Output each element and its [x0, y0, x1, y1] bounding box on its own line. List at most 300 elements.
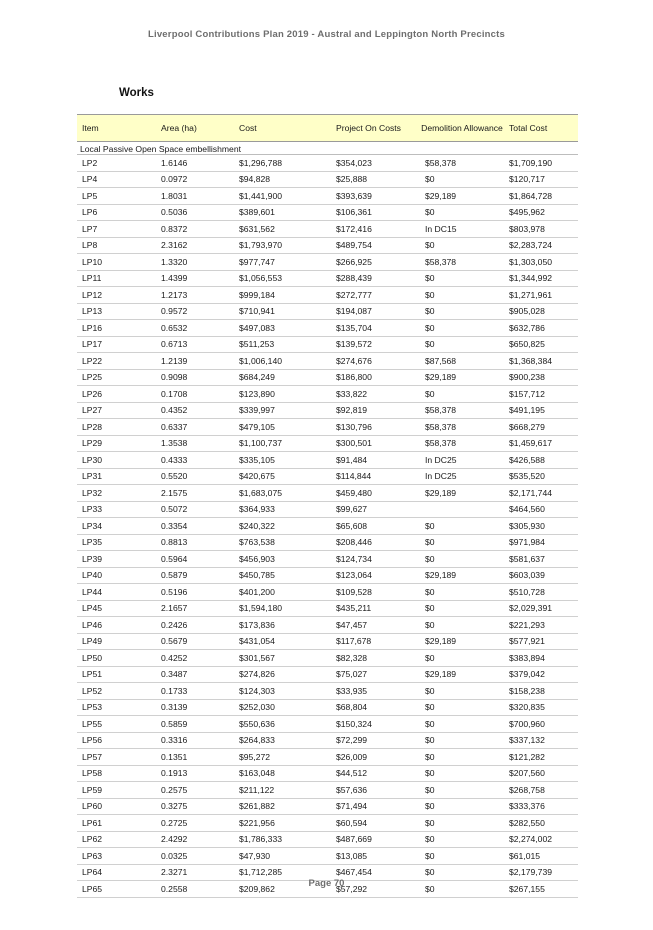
table-row	[77, 386, 578, 403]
area-cell: 2.4292	[156, 831, 234, 848]
total-cost-cell: $379,042	[504, 666, 578, 683]
page-number: Page 70	[308, 878, 345, 889]
item-cell: LP59	[77, 782, 156, 799]
cost-cell: $479,105	[234, 419, 331, 436]
project-on-costs-cell: $13,085	[331, 848, 420, 865]
demolition-allowance-cell: In DC15	[420, 221, 504, 238]
cost-cell: $450,785	[234, 567, 331, 584]
item-cell: LP16	[77, 320, 156, 337]
project-on-costs-cell: $57,636	[331, 782, 420, 799]
item-cell: LP35	[77, 534, 156, 551]
demolition-allowance-cell: $58,378	[420, 419, 504, 436]
item-cell: LP6	[77, 204, 156, 221]
demolition-allowance-cell: $87,568	[420, 353, 504, 370]
cost-cell: $710,941	[234, 303, 331, 320]
demolition-allowance-cell: $0	[420, 881, 504, 898]
cost-cell: $631,562	[234, 221, 331, 238]
item-cell: LP40	[77, 567, 156, 584]
item-cell: LP26	[77, 386, 156, 403]
table-row	[77, 501, 578, 518]
demolition-allowance-cell: $0	[420, 716, 504, 733]
cost-cell: $389,601	[234, 204, 331, 221]
demolition-allowance-cell: $0	[420, 171, 504, 188]
demolition-allowance-cell: $58,378	[420, 435, 504, 452]
item-cell: LP58	[77, 765, 156, 782]
total-cost-cell: $581,637	[504, 551, 578, 568]
area-cell: 2.1575	[156, 485, 234, 502]
demolition-allowance-cell	[420, 501, 504, 518]
area-cell: 0.5879	[156, 567, 234, 584]
cost-cell: $1,441,900	[234, 188, 331, 205]
cost-cell: $1,100,737	[234, 435, 331, 452]
table-row	[77, 798, 578, 815]
total-cost-cell: $700,960	[504, 716, 578, 733]
total-cost-cell: $158,238	[504, 683, 578, 700]
demolition-allowance-cell: $0	[420, 270, 504, 287]
demolition-allowance-cell: $0	[420, 732, 504, 749]
cost-cell: $209,862	[234, 881, 331, 898]
demolition-allowance-cell: $0	[420, 287, 504, 304]
total-cost-cell: $464,560	[504, 501, 578, 518]
table-row	[77, 518, 578, 535]
demolition-allowance-cell: $29,189	[420, 666, 504, 683]
table-row	[77, 221, 578, 238]
cost-cell: $364,933	[234, 501, 331, 518]
total-cost-cell: $337,132	[504, 732, 578, 749]
area-cell: 0.1708	[156, 386, 234, 403]
area-cell: 0.3275	[156, 798, 234, 815]
item-cell: LP51	[77, 666, 156, 683]
cost-cell: $1,786,333	[234, 831, 331, 848]
demolition-allowance-cell: $0	[420, 320, 504, 337]
demolition-allowance-cell: $0	[420, 782, 504, 799]
project-on-costs-cell: $109,528	[331, 584, 420, 601]
demolition-allowance-cell: $0	[420, 386, 504, 403]
area-cell: 1.3320	[156, 254, 234, 271]
project-on-costs-cell: $92,819	[331, 402, 420, 419]
area-cell: 0.1913	[156, 765, 234, 782]
demolition-allowance-cell: $0	[420, 650, 504, 667]
cost-cell: $252,030	[234, 699, 331, 716]
project-on-costs-cell: $91,484	[331, 452, 420, 469]
cost-cell: $763,538	[234, 534, 331, 551]
table-row	[77, 633, 578, 650]
table-row	[77, 254, 578, 271]
item-cell: LP31	[77, 468, 156, 485]
total-cost-cell: $268,758	[504, 782, 578, 799]
table-row	[77, 303, 578, 320]
project-on-costs-cell: $135,704	[331, 320, 420, 337]
table-row	[77, 320, 578, 337]
cost-cell: $339,997	[234, 402, 331, 419]
item-cell: LP4	[77, 171, 156, 188]
total-cost-cell: $1,271,961	[504, 287, 578, 304]
total-cost-cell: $121,282	[504, 749, 578, 766]
project-on-costs-cell: $139,572	[331, 336, 420, 353]
table-row	[77, 551, 578, 568]
item-cell: LP62	[77, 831, 156, 848]
total-cost-cell: $1,303,050	[504, 254, 578, 271]
table-row	[77, 848, 578, 865]
total-cost-cell: $267,155	[504, 881, 578, 898]
demolition-allowance-cell: $58,378	[420, 402, 504, 419]
table-row	[77, 765, 578, 782]
table-row	[77, 468, 578, 485]
area-cell: 0.0325	[156, 848, 234, 865]
table-row	[77, 452, 578, 469]
cost-cell: $123,890	[234, 386, 331, 403]
project-on-costs-cell: $130,796	[331, 419, 420, 436]
table-row	[77, 699, 578, 716]
item-cell: LP22	[77, 353, 156, 370]
project-on-costs-cell: $266,925	[331, 254, 420, 271]
demolition-allowance-cell: $0	[420, 617, 504, 634]
item-cell: LP17	[77, 336, 156, 353]
area-cell: 0.3139	[156, 699, 234, 716]
project-on-costs-cell: $117,678	[331, 633, 420, 650]
area-cell: 2.3162	[156, 237, 234, 254]
project-on-costs-cell: $467,454	[331, 864, 420, 881]
table-row	[77, 749, 578, 766]
total-cost-cell: $491,195	[504, 402, 578, 419]
table-row	[77, 287, 578, 304]
cost-cell: $95,272	[234, 749, 331, 766]
cost-cell: $335,105	[234, 452, 331, 469]
column-header-area: Area (ha)	[156, 115, 234, 142]
table-row	[77, 270, 578, 287]
total-cost-cell: $905,028	[504, 303, 578, 320]
area-cell: 0.2725	[156, 815, 234, 832]
demolition-allowance-cell: $0	[420, 864, 504, 881]
demolition-allowance-cell: $0	[420, 534, 504, 551]
project-on-costs-cell: $26,009	[331, 749, 420, 766]
cost-cell: $511,253	[234, 336, 331, 353]
area-cell: 0.1351	[156, 749, 234, 766]
area-cell: 0.3354	[156, 518, 234, 535]
cost-cell: $977,747	[234, 254, 331, 271]
area-cell: 0.4252	[156, 650, 234, 667]
project-on-costs-cell: $47,457	[331, 617, 420, 634]
item-cell: LP44	[77, 584, 156, 601]
project-on-costs-cell: $106,361	[331, 204, 420, 221]
table-body	[77, 142, 578, 898]
project-on-costs-cell: $272,777	[331, 287, 420, 304]
area-cell: 0.5859	[156, 716, 234, 733]
demolition-allowance-cell: $0	[420, 584, 504, 601]
cost-cell: $163,048	[234, 765, 331, 782]
cost-cell: $431,054	[234, 633, 331, 650]
cost-cell: $420,675	[234, 468, 331, 485]
table-row	[77, 435, 578, 452]
project-on-costs-cell: $72,299	[331, 732, 420, 749]
item-cell: LP8	[77, 237, 156, 254]
item-cell: LP13	[77, 303, 156, 320]
item-cell: LP29	[77, 435, 156, 452]
demolition-allowance-cell: $0	[420, 600, 504, 617]
area-cell: 0.5196	[156, 584, 234, 601]
item-cell: LP46	[77, 617, 156, 634]
area-cell: 0.4333	[156, 452, 234, 469]
cost-cell: $94,828	[234, 171, 331, 188]
cost-cell: $1,056,553	[234, 270, 331, 287]
total-cost-cell: $383,894	[504, 650, 578, 667]
cost-cell: $497,083	[234, 320, 331, 337]
table-row	[77, 831, 578, 848]
total-cost-cell: $207,560	[504, 765, 578, 782]
cost-cell: $1,296,788	[234, 155, 331, 172]
table-row	[77, 716, 578, 733]
table-row	[77, 584, 578, 601]
cost-cell: $240,322	[234, 518, 331, 535]
cost-cell: $1,006,140	[234, 353, 331, 370]
total-cost-cell: $305,930	[504, 518, 578, 535]
cost-cell: $221,956	[234, 815, 331, 832]
project-on-costs-cell: $487,669	[331, 831, 420, 848]
column-header-total-cost: Total Cost	[504, 115, 578, 142]
total-cost-cell: $577,921	[504, 633, 578, 650]
total-cost-cell: $1,709,190	[504, 155, 578, 172]
demolition-allowance-cell: In DC25	[420, 452, 504, 469]
project-on-costs-cell: $393,639	[331, 188, 420, 205]
area-cell: 0.5072	[156, 501, 234, 518]
project-on-costs-cell: $459,480	[331, 485, 420, 502]
cost-cell: $550,636	[234, 716, 331, 733]
demolition-allowance-cell: $0	[420, 204, 504, 221]
area-cell: 1.3538	[156, 435, 234, 452]
table-row	[77, 815, 578, 832]
item-cell: LP57	[77, 749, 156, 766]
document-header: Liverpool Contributions Plan 2019 - Austral and Leppington North Precincts	[147, 29, 505, 40]
project-on-costs-cell: $186,800	[331, 369, 420, 386]
table-row	[77, 732, 578, 749]
area-cell: 0.2575	[156, 782, 234, 799]
cost-cell: $274,826	[234, 666, 331, 683]
area-cell: 0.3487	[156, 666, 234, 683]
total-cost-cell: $650,825	[504, 336, 578, 353]
cost-cell: $1,683,075	[234, 485, 331, 502]
area-cell: 0.5036	[156, 204, 234, 221]
area-cell: 0.6337	[156, 419, 234, 436]
table-row	[77, 204, 578, 221]
item-cell: LP2	[77, 155, 156, 172]
item-cell: LP49	[77, 633, 156, 650]
total-cost-cell: $803,978	[504, 221, 578, 238]
item-cell: LP12	[77, 287, 156, 304]
total-cost-cell: $535,520	[504, 468, 578, 485]
table-row	[77, 369, 578, 386]
total-cost-cell: $2,179,739	[504, 864, 578, 881]
area-cell: 0.8813	[156, 534, 234, 551]
total-cost-cell: $1,368,384	[504, 353, 578, 370]
total-cost-cell: $157,712	[504, 386, 578, 403]
total-cost-cell: $1,459,617	[504, 435, 578, 452]
demolition-allowance-cell: $0	[420, 518, 504, 535]
table-row	[77, 600, 578, 617]
area-cell: 1.6146	[156, 155, 234, 172]
project-on-costs-cell: $114,844	[331, 468, 420, 485]
area-cell: 0.6713	[156, 336, 234, 353]
area-cell: 0.3316	[156, 732, 234, 749]
project-on-costs-cell: $75,027	[331, 666, 420, 683]
column-header-demolition-allowance: Demolition Allowance	[420, 115, 504, 142]
item-cell: LP56	[77, 732, 156, 749]
cost-cell: $124,303	[234, 683, 331, 700]
project-on-costs-cell: $274,676	[331, 353, 420, 370]
column-header-item: Item	[77, 115, 156, 142]
demolition-allowance-cell: $0	[420, 749, 504, 766]
total-cost-cell: $61,015	[504, 848, 578, 865]
project-on-costs-cell: $57,292	[331, 881, 420, 898]
item-cell: LP64	[77, 864, 156, 881]
total-cost-cell: $2,283,724	[504, 237, 578, 254]
demolition-allowance-cell: $0	[420, 815, 504, 832]
project-on-costs-cell: $435,211	[331, 600, 420, 617]
item-cell: LP11	[77, 270, 156, 287]
total-cost-cell: $320,835	[504, 699, 578, 716]
demolition-allowance-cell: $29,189	[420, 369, 504, 386]
item-cell: LP30	[77, 452, 156, 469]
total-cost-cell: $668,279	[504, 419, 578, 436]
table-row	[77, 237, 578, 254]
total-cost-cell: $1,864,728	[504, 188, 578, 205]
table-row	[77, 402, 578, 419]
total-cost-cell: $971,984	[504, 534, 578, 551]
cost-cell: $301,567	[234, 650, 331, 667]
area-cell: 0.5964	[156, 551, 234, 568]
demolition-allowance-cell: $29,189	[420, 188, 504, 205]
total-cost-cell: $510,728	[504, 584, 578, 601]
project-on-costs-cell: $172,416	[331, 221, 420, 238]
table-row	[77, 567, 578, 584]
demolition-allowance-cell: $29,189	[420, 485, 504, 502]
table-row	[77, 683, 578, 700]
item-cell: LP45	[77, 600, 156, 617]
column-header-project-on-costs: Project On Costs	[331, 115, 420, 142]
cost-cell: $684,249	[234, 369, 331, 386]
item-cell: LP50	[77, 650, 156, 667]
group-row	[77, 142, 578, 155]
total-cost-cell: $603,039	[504, 567, 578, 584]
item-cell: LP60	[77, 798, 156, 815]
cost-cell: $1,712,285	[234, 864, 331, 881]
item-cell: LP27	[77, 402, 156, 419]
total-cost-cell: $282,550	[504, 815, 578, 832]
project-on-costs-cell: $33,935	[331, 683, 420, 700]
demolition-allowance-cell: $29,189	[420, 633, 504, 650]
demolition-allowance-cell: $0	[420, 551, 504, 568]
cost-cell: $999,184	[234, 287, 331, 304]
item-cell: LP33	[77, 501, 156, 518]
demolition-allowance-cell: $0	[420, 699, 504, 716]
area-cell: 1.2173	[156, 287, 234, 304]
cost-cell: $1,594,180	[234, 600, 331, 617]
project-on-costs-cell: $288,439	[331, 270, 420, 287]
item-cell: LP63	[77, 848, 156, 865]
area-cell: 0.2426	[156, 617, 234, 634]
total-cost-cell: $900,238	[504, 369, 578, 386]
item-cell: LP7	[77, 221, 156, 238]
item-cell: LP25	[77, 369, 156, 386]
table-row	[77, 485, 578, 502]
item-cell: LP10	[77, 254, 156, 271]
area-cell: 1.2139	[156, 353, 234, 370]
project-on-costs-cell: $354,023	[331, 155, 420, 172]
demolition-allowance-cell: $0	[420, 683, 504, 700]
item-cell: LP32	[77, 485, 156, 502]
total-cost-cell: $333,376	[504, 798, 578, 815]
project-on-costs-cell: $150,324	[331, 716, 420, 733]
table-row	[77, 666, 578, 683]
project-on-costs-cell: $68,804	[331, 699, 420, 716]
total-cost-cell: $221,293	[504, 617, 578, 634]
total-cost-cell: $1,344,992	[504, 270, 578, 287]
project-on-costs-cell: $489,754	[331, 237, 420, 254]
project-on-costs-cell: $33,822	[331, 386, 420, 403]
table-header	[77, 115, 578, 142]
project-on-costs-cell: $60,594	[331, 815, 420, 832]
area-cell: 0.8372	[156, 221, 234, 238]
item-cell: LP52	[77, 683, 156, 700]
project-on-costs-cell: $208,446	[331, 534, 420, 551]
area-cell: 0.4352	[156, 402, 234, 419]
demolition-allowance-cell: $0	[420, 336, 504, 353]
area-cell: 0.0972	[156, 171, 234, 188]
column-header-cost: Cost	[234, 115, 331, 142]
area-cell: 0.1733	[156, 683, 234, 700]
table-row	[77, 782, 578, 799]
item-cell: LP5	[77, 188, 156, 205]
area-cell: 2.1657	[156, 600, 234, 617]
demolition-allowance-cell: $58,378	[420, 254, 504, 271]
item-cell: LP34	[77, 518, 156, 535]
cost-cell: $47,930	[234, 848, 331, 865]
project-on-costs-cell: $194,087	[331, 303, 420, 320]
project-on-costs-cell: $71,494	[331, 798, 420, 815]
item-cell: LP53	[77, 699, 156, 716]
group-label: Local Passive Open Space embellishment	[77, 142, 578, 155]
item-cell: LP55	[77, 716, 156, 733]
demolition-allowance-cell: $0	[420, 798, 504, 815]
demolition-allowance-cell: In DC25	[420, 468, 504, 485]
cost-cell: $211,122	[234, 782, 331, 799]
area-cell: 0.2558	[156, 881, 234, 898]
cost-cell: $456,903	[234, 551, 331, 568]
table-row	[77, 171, 578, 188]
project-on-costs-cell: $82,328	[331, 650, 420, 667]
demolition-allowance-cell: $0	[420, 831, 504, 848]
area-cell: 0.5679	[156, 633, 234, 650]
area-cell: 0.9572	[156, 303, 234, 320]
area-cell: 0.9098	[156, 369, 234, 386]
project-on-costs-cell: $123,064	[331, 567, 420, 584]
total-cost-cell: $2,029,391	[504, 600, 578, 617]
cost-cell: $1,793,970	[234, 237, 331, 254]
total-cost-cell: $2,171,744	[504, 485, 578, 502]
works-table	[77, 114, 578, 898]
demolition-allowance-cell: $58,378	[420, 155, 504, 172]
area-cell: 1.4399	[156, 270, 234, 287]
total-cost-cell: $120,717	[504, 171, 578, 188]
project-on-costs-cell: $25,888	[331, 171, 420, 188]
total-cost-cell: $2,274,002	[504, 831, 578, 848]
project-on-costs-cell: $300,501	[331, 435, 420, 452]
section-title: Works	[119, 87, 154, 99]
demolition-allowance-cell: $0	[420, 848, 504, 865]
demolition-allowance-cell: $0	[420, 765, 504, 782]
project-on-costs-cell: $44,512	[331, 765, 420, 782]
table-row	[77, 534, 578, 551]
cost-cell: $401,200	[234, 584, 331, 601]
